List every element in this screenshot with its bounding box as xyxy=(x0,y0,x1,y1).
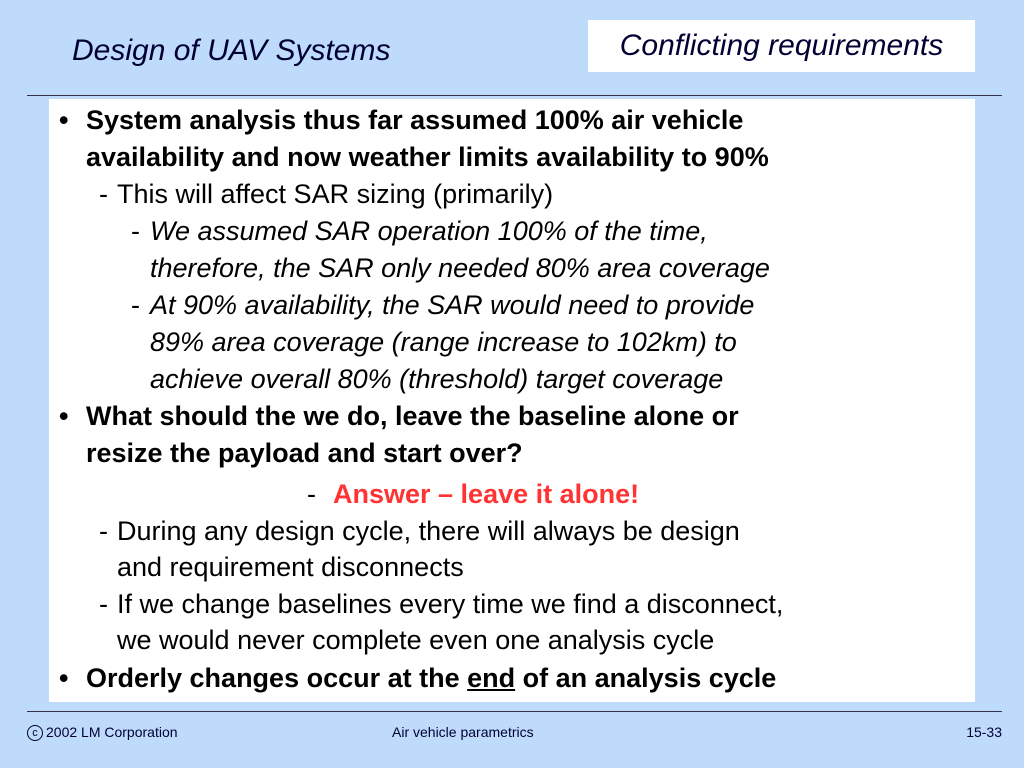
footer-divider xyxy=(27,711,1002,712)
bullet-marker: • xyxy=(59,105,69,135)
header-divider xyxy=(27,95,1002,96)
sub-point-3-line-1: If we change baselines every time we find a disconnect, xyxy=(117,589,784,619)
subsub-point-2-line-3: achieve overall 80% (threshold) target coverage xyxy=(150,364,724,394)
bullet-1-line-2: availability and now weather limits availability to 90% xyxy=(86,142,769,172)
bullet-3-text-end: of an analysis cycle xyxy=(515,663,777,693)
bullet-3-text-start: Orderly changes occur at the xyxy=(86,663,468,693)
dash-marker: - xyxy=(99,516,108,546)
answer-highlight: Answer – leave it alone! xyxy=(333,479,640,509)
bullet-marker: • xyxy=(59,401,69,431)
dash-marker: - xyxy=(131,216,140,246)
bullet-2-line-1: What should the we do, leave the baseline alone or xyxy=(86,401,739,431)
sub-point-2-line-2: and requirement disconnects xyxy=(117,552,464,582)
copyright-icon: c xyxy=(27,725,43,741)
sub-point-2-line-1: During any design cycle, there will always be design xyxy=(117,516,740,546)
dash-marker: - xyxy=(307,479,316,509)
sub-point-3-line-2: we would never complete even one analysis cycle xyxy=(117,625,715,655)
subsub-point-2-line-1: At 90% availability, the SAR would need to provide xyxy=(150,290,755,320)
bullet-3 xyxy=(86,662,776,694)
subsub-point-1-line-2: therefore, the SAR only needed 80% area coverage xyxy=(150,253,770,283)
page-number: 15-33 xyxy=(966,724,1002,740)
copyright-text: 2002 LM Corporation xyxy=(46,724,178,740)
dash-marker: - xyxy=(131,290,140,320)
course-title: Design of UAV Systems xyxy=(72,34,391,67)
subsub-point-1-line-1: We assumed SAR operation 100% of the time, xyxy=(150,216,708,246)
footer-copyright xyxy=(27,724,178,741)
slide-content-panel xyxy=(49,99,975,702)
dash-marker: - xyxy=(99,589,108,619)
dash-marker: - xyxy=(99,179,108,209)
subsub-point-2-line-2: 89% area coverage (range increase to 102km) to xyxy=(150,327,737,357)
slide-topic-title: Conflicting requirements xyxy=(588,20,975,72)
bullet-marker: • xyxy=(59,663,69,693)
bullet-1-line-1: System analysis thus far assumed 100% air vehicle xyxy=(86,105,744,135)
bullet-3-emphasis: end xyxy=(467,663,516,693)
bullet-2-line-2: resize the payload and start over? xyxy=(86,438,523,468)
sub-point-sar-sizing: This will affect SAR sizing (primarily) xyxy=(117,179,554,209)
footer-center-title: Air vehicle parametrics xyxy=(392,724,534,740)
